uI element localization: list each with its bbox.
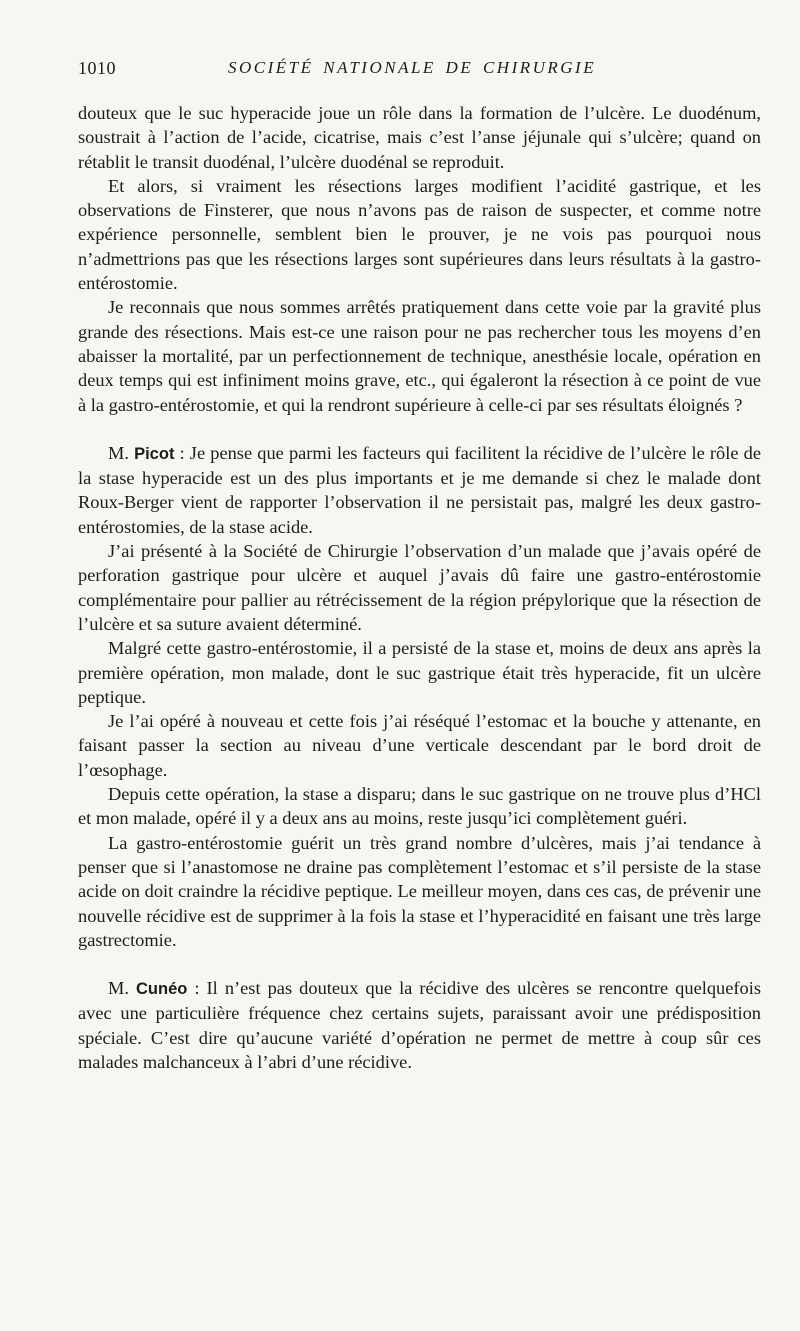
paragraph: Je reconnais que nous sommes arrêtés pratiquement dans cette voie par la gravité plus grande des résections. Mais est-ce une raison pour ne pas rechercher tous les moyens d’en abaisser la mortalité, par un perfectionnement de technique, anesthésie locale, opération en deux temps qui est infiniment moins grave, etc., qui égaleront la résection à ce point de vue à la gastro-entérostomie, et qui la rendront supérieure à celle-ci par ses résultats éloignés ?	[78, 297, 761, 415]
speaker-text: : Il n’est pas douteux que la récidive des ulcères se rencontre quelquefois avec une particulière fréquence chez certains sujets, paraissant avoir une prédisposition spéciale. C’est dire qu’aucune variété d’opération ne permet de mettre à coup sûr ces malades malchanceux à l’abri d’une récidive.	[78, 978, 761, 1072]
paragraph: Et alors, si vraiment les résections larges modifient l’acidité gastrique, et les observations de Finsterer, que nous n’avons pas de raison de suspecter, et comme notre expérience personnelle, semblent bien le prouver, je ne vois pas pourquoi nous n’admettrions pas que les résections larges sont supérieures dans leurs résultats à la gastro-entérostomie.	[78, 175, 761, 294]
speaker-prefix: M.	[108, 442, 135, 463]
speaker-paragraph-cuneo	[78, 976, 761, 1074]
speaker-prefix: M.	[108, 978, 136, 999]
paragraph: Je l’ai opéré à nouveau et cette fois j’ai réséqué l’estomac et la bouche y attenante, en faisant passer la section au niveau d’une verticale descendant par le bord droit de l’œsophage.	[78, 711, 761, 780]
page-number: 1010	[78, 58, 116, 78]
article-body	[78, 101, 761, 1074]
speaker-name: Cunéo	[136, 980, 188, 999]
speaker-name: Picot	[134, 444, 175, 463]
running-header	[78, 58, 768, 86]
paragraph: Depuis cette opération, la stase a disparu; dans le suc gastrique on ne trouve plus d’HCl et mon malade, opéré il y a deux ans au moins, reste jusqu’ici complètement guéri.	[78, 784, 761, 829]
paragraph-continued: douteux que le suc hyperacide joue un rôle dans la formation de l’ulcère. Le duodénum, soustrait à l’action de l’acide, cicatrise, mais c’est l’anse jéjunale qui s’ulcère; quand on rétablit le transit duodénal, l’ulcère duodénal se reproduit.	[78, 103, 761, 172]
paragraph: La gastro-entérostomie guérit un très grand nombre d’ulcères, mais j’ai tendance à penser que si l’anastomose ne draine pas complètement l’estomac et s’il persiste de la stase acide on doit craindre la récidive peptique. Le meilleur moyen, dans ces cas, de prévenir une nouvelle récidive est de supprimer à la fois la stase et l’hyperacidité en faisant une très large gastrectomie.	[78, 832, 761, 950]
paragraph: J’ai présenté à la Société de Chirurgie l’observation d’un malade que j’avais opéré de perforation gastrique pour ulcère et auquel j’avais dû faire une gastro-entérostomie complémentaire pour pallier au rétrécissement de la région prépylorique que la résection de l’ulcère et sa suture avaient déterminé.	[78, 541, 761, 634]
journal-title: SOCIÉTÉ NATIONALE DE CHIRURGIE	[228, 58, 597, 77]
speaker-text: : Je pense que parmi les facteurs qui facilitent la récidive de l’ulcère le rôle de la stase hyperacide est un des plus importants et je me demande si chez le malade dont Roux-Berger vient de rapporter l’observation il ne persistait pas, malgré les deux gastro-entérostomies, de la stase acide.	[78, 442, 761, 537]
paragraph: Malgré cette gastro-entérostomie, il a persisté de la stase et, moins de deux ans après la première opération, mon malade, dont le suc gastrique était très hyperacide, fit un ulcère peptique.	[78, 638, 761, 707]
speaker-paragraph-picot	[78, 441, 761, 539]
